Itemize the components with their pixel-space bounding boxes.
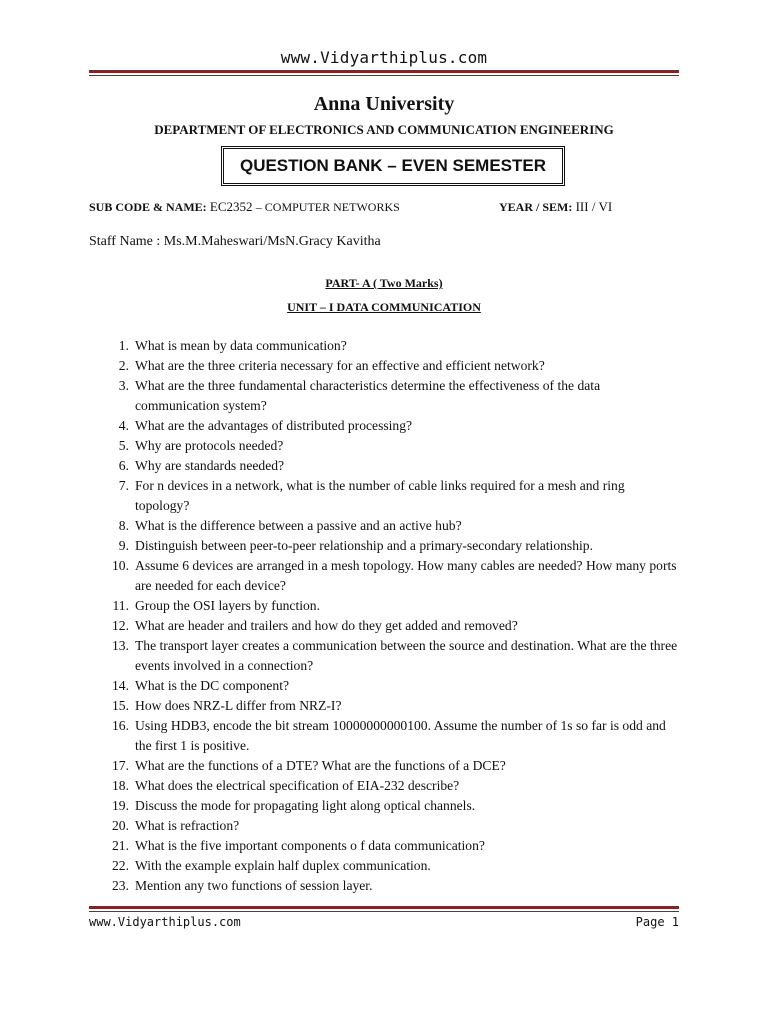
list-item: 9. Distinguish between peer-to-peer relationship and a primary-secondary relationship. [118,538,593,553]
header-site-url: www.Vidyarthiplus.com [280,48,488,67]
list-item: 8. What is the difference between a passive and an active hub? [118,518,462,533]
question-list [105,336,680,896]
unit-heading: UNIT – I DATA COMMUNICATION [287,300,481,314]
staff-name: Staff Name : Ms.M.Maheswari/MsN.Gracy Kavitha [89,234,381,249]
list-item: 12. What are header and trailers and how do they get added and removed? [112,618,518,633]
list-item: 11. Group the OSI layers by function. [112,598,320,613]
list-item: 21. What is the five important components o f data communication? [112,838,485,853]
list-item: 19. Discuss the mode for propagating light along optical channels. [112,798,476,813]
year-sem-value: III / VI [575,199,613,214]
department-title: DEPARTMENT OF ELECTRONICS AND COMMUNICATION ENGINEERING [154,122,614,137]
part-heading: PART- A ( Two Marks) [325,276,443,290]
list-item: 7. For n devices in a network, what is the number of cable links required for a mesh and ring topology? [118,478,625,513]
list-item: 18. What does the electrical specification of EIA-232 describe? [112,778,460,793]
header-rule-thin [89,75,679,76]
footer-rule [89,906,679,909]
list-item: 14. What is the DC component? [112,678,290,693]
list-item: 22. With the example explain half duplex communication. [112,858,431,873]
list-item: 2. What are the three criteria necessary for an effective and efficient network? [118,358,545,373]
page-number: Page 1 [635,915,679,929]
list-item: 3. What are the three fundamental characteristics determine the effectiveness of the data communication system? [118,378,601,413]
list-item: 10. Assume 6 devices are arranged in a mesh topology. How many cables are needed? How many ports are needed for each device? [112,558,677,593]
list-item: 16. Using HDB3, encode the bit stream 10000000000100. Assume the number of 1s so far is odd and the first 1 is positive. [112,718,666,753]
list-item: 6. Why are standards needed? [118,458,285,473]
list-item: 13. The transport layer creates a communication between the source and destination. What are the three events involved in a connection? [112,638,678,673]
list-item: 1. What is mean by data communication? [118,338,347,353]
year-sem-label: YEAR / SEM: [499,200,573,214]
sub-code-label: SUB CODE & NAME: [89,200,207,214]
list-item: 17. What are the functions of a DTE? What are the functions of a DCE? [112,758,506,773]
list-item: 20. What is refraction? [112,818,240,833]
header-rule [89,70,679,73]
list-item: 15. How does NRZ-L differ from NRZ-I? [112,698,342,713]
list-item: 5. Why are protocols needed? [118,438,284,453]
footer-site-url: www.Vidyarthiplus.com [89,915,241,929]
university-title: Anna University [313,93,455,115]
list-item: 23. Mention any two functions of session layer. [112,878,373,893]
subject-line [89,199,679,217]
sub-code: EC2352 [209,199,253,214]
sub-name: – COMPUTER NETWORKS [255,200,400,214]
question-bank-box: QUESTION BANK – EVEN SEMESTER [221,146,565,186]
footer-rule-thin [89,911,679,912]
list-item: 4. What are the advantages of distributed processing? [118,418,413,433]
